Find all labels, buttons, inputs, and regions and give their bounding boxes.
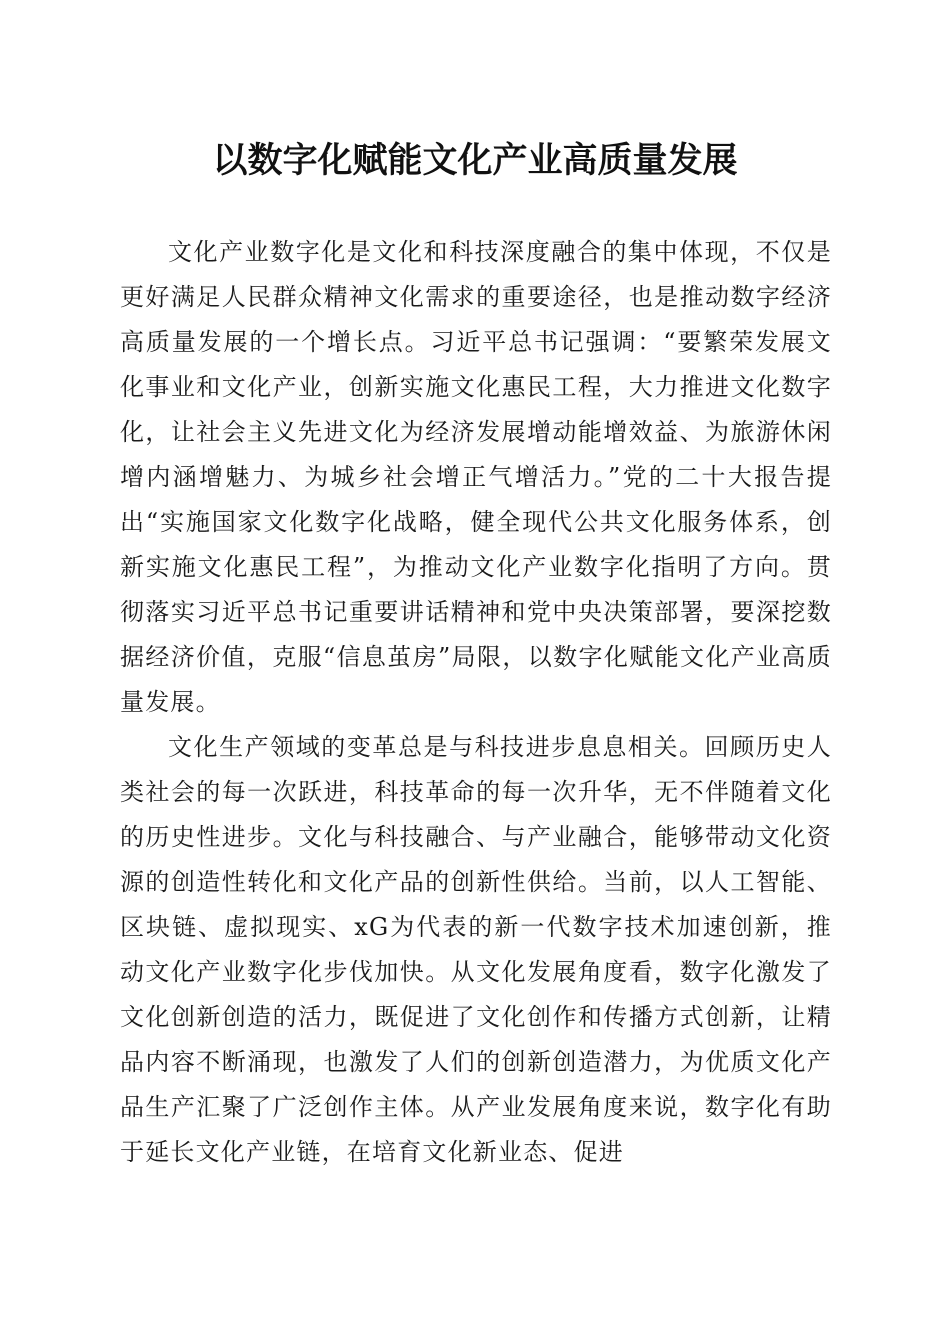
document-title: 以数字化赋能文化产业高质量发展 [212,140,738,181]
paragraph-2: 文化生产领域的变革总是与科技进步息息相关。回顾历史人类社会的每一次跃进，科技革命的每一次升华，无不伴随着文化的历史性进步。文化与科技融合、与产业融合，能够带动文化资源的创造性转化和文化产品的创新性供给。当前，以人工智能、区块链、虚拟现实、xG为代表的新一代数字技术加速创新，推动文化产业数字化步伐加快。从文化发展角度看，数字化激发了文化创新创造的活力，既促进了文化创作和传播方式创新，让精品内容不断涌现，也激发了人们的创新创造潜力，为优质文化产品生产汇聚了广泛创作主体。从产业发展角度来说，数字化有助于延长文化产业链，在培育文化新业态、促进 [120,733,832,1166]
paragraph-1: 文化产业数字化是文化和科技深度融合的集中体现，不仅是更好满足人民群众精神文化需求的重要途径，也是推动数字经济高质量发展的一个增长点。习近平总书记强调：“要繁荣发展文化事业和文化产业，创新实施文化惠民工程，大力推进文化数字化，让社会主义先进文化为经济发展增动能增效益、为旅游休闲增内涵增魅力、为城乡社会增正气增活力。”党的二十大报告提出“实施国家文化数字化战略，健全现代公共文化服务体系，创新实施文化惠民工程”，为推动文化产业数字化指明了方向。贯彻落实习近平总书记重要讲话精神和党中央决策部署，要深挖数据经济价值，克服“信息茧房”局限，以数字化赋能文化产业高质量发展。 [120,238,832,716]
document-body [120,230,832,1175]
